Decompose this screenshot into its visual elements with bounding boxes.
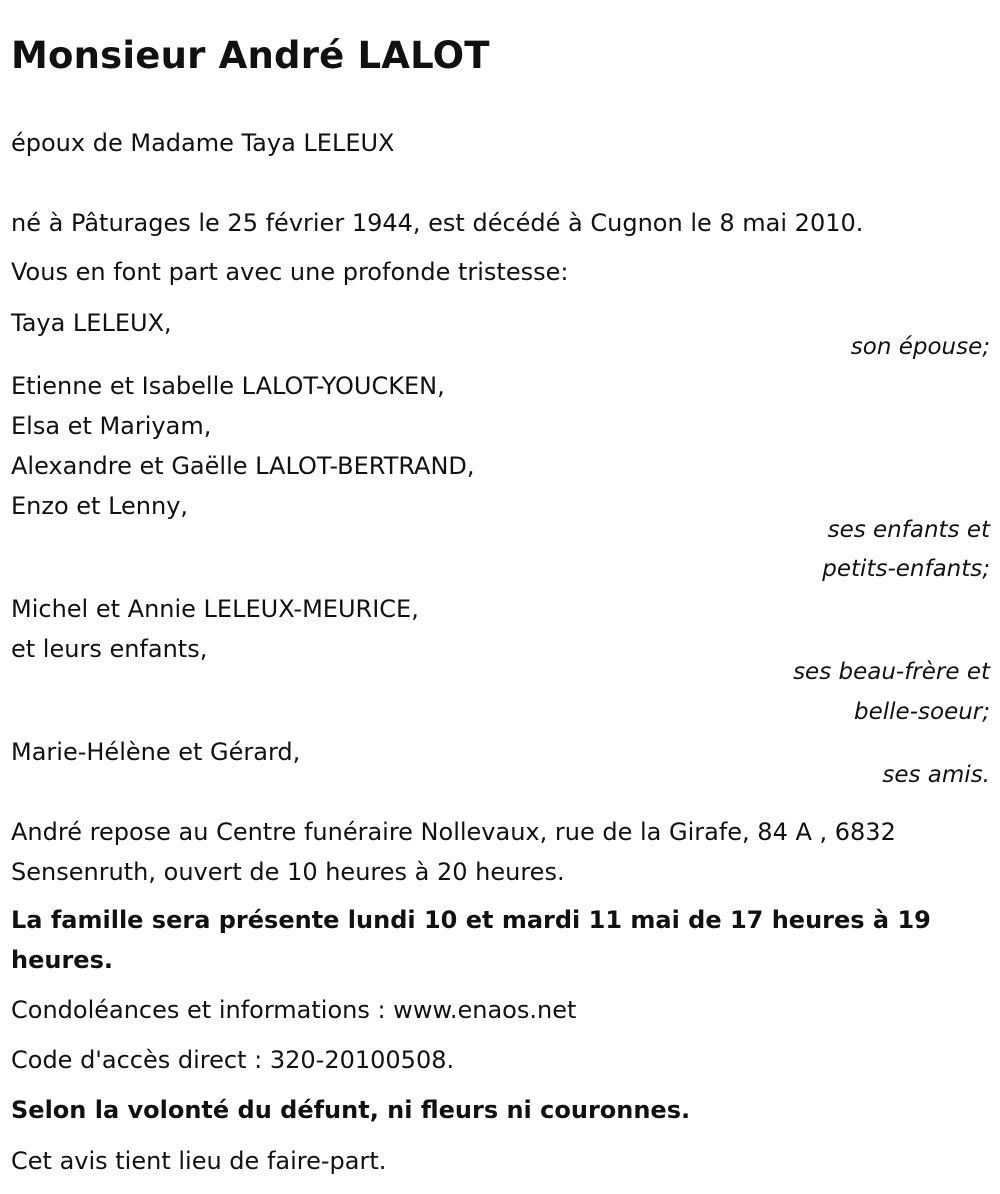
deceased-name-title: Monsieur André LALOT xyxy=(11,34,490,77)
family-relation: son épouse; xyxy=(850,334,990,360)
family-relation: petits-enfants; xyxy=(822,556,990,582)
family-member-name: Marie-Hélène et Gérard, xyxy=(11,738,301,766)
family-member-name: Enzo et Lenny, xyxy=(11,492,189,520)
closing-line: Cet avis tient lieu de faire-part. xyxy=(11,1147,387,1175)
access-code: Code d'accès direct : 320-20100508. xyxy=(11,1046,455,1074)
family-member-name: et leurs enfants, xyxy=(11,635,208,663)
family-relation: ses enfants et xyxy=(827,517,990,543)
family-member-name: Elsa et Mariyam, xyxy=(11,412,212,440)
funeral-wish: Selon la volonté du défunt, ni fleurs ni couronnes. xyxy=(11,1096,691,1124)
condolences-information: Condoléances et informations : www.enaos.net xyxy=(11,996,577,1024)
birth-death-line: né à Pâturages le 25 février 1944, est décédé à Cugnon le 8 mai 2010. xyxy=(11,209,864,237)
spouse-line: époux de Madame Taya LELEUX xyxy=(11,129,395,157)
family-member-name: Michel et Annie LELEUX-MEURICE, xyxy=(11,595,419,623)
family-member-name: Taya LELEUX, xyxy=(11,309,172,337)
family-presence-information: La famille sera présente lundi 10 et mardi 11 mai de 17 heures à 19 heures. xyxy=(11,906,931,974)
family-member-name: Etienne et Isabelle LALOT-YOUCKEN, xyxy=(11,372,445,400)
family-member-name: Alexandre et Gaëlle LALOT-BERTRAND, xyxy=(11,452,475,480)
repose-information: André repose au Centre funéraire Nollevaux, rue de la Girafe, 84 A , 6832 Sensenruth, ouvert de 10 heures à 20 heures. xyxy=(11,818,896,886)
family-relation: belle-soeur; xyxy=(854,699,990,725)
family-relation: ses amis. xyxy=(882,762,990,788)
announcement-line: Vous en font part avec une profonde tristesse: xyxy=(11,258,569,286)
family-relation: ses beau-frère et xyxy=(793,659,990,685)
